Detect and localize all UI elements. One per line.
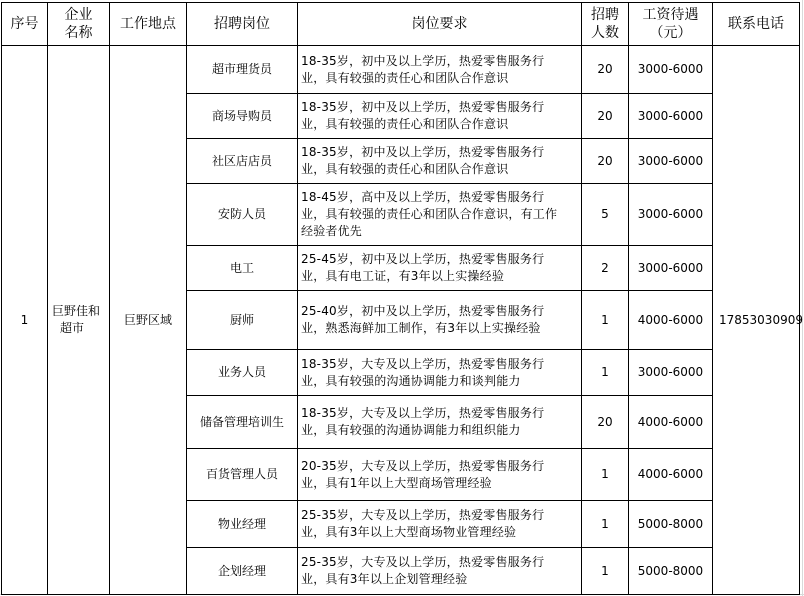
cell-salary[interactable]: 3000-6000 bbox=[629, 184, 713, 246]
cell-salary[interactable]: 3000-6000 bbox=[629, 46, 713, 94]
cell-position[interactable]: 百货管理人员 bbox=[187, 449, 298, 501]
requirement-line: 业，具有较强的沟通协调能力和组织能力 bbox=[301, 423, 521, 437]
company-name-line: 超市 bbox=[60, 321, 85, 335]
requirement-line: 业，具有1年以上大型商场管理经验 bbox=[301, 475, 492, 490]
header-position[interactable]: 招聘岗位 bbox=[187, 3, 298, 46]
requirement-line: 业，具有较强的责任心和团队合作意识，有工作 bbox=[301, 207, 558, 221]
cell-position[interactable]: 电工 bbox=[187, 246, 298, 291]
cell-position[interactable]: 物业经理 bbox=[187, 501, 298, 548]
table-row bbox=[2, 46, 800, 94]
cell-salary[interactable]: 4000-6000 bbox=[629, 291, 713, 350]
cell-requirements[interactable] bbox=[298, 449, 582, 501]
cell-requirements[interactable] bbox=[298, 291, 582, 350]
cell-count[interactable]: 20 bbox=[582, 94, 629, 139]
requirement-line: 25-35岁，大专及以上学历，热爱零售服务行 bbox=[301, 555, 545, 569]
requirement-line: 20-35岁，大专及以上学历，热爱零售服务行 bbox=[301, 458, 545, 473]
cell-seq[interactable]: 1 bbox=[2, 46, 48, 595]
requirement-line: 25-35岁，大专及以上学历，热爱零售服务行 bbox=[301, 508, 545, 522]
header-requirements[interactable]: 岗位要求 bbox=[298, 3, 582, 46]
requirement-line: 经验者优先 bbox=[301, 224, 363, 238]
cell-position[interactable]: 超市理货员 bbox=[187, 46, 298, 94]
cell-count[interactable]: 5 bbox=[582, 184, 629, 246]
requirement-line: 18-45岁，高中及以上学历，热爱零售服务行 bbox=[301, 190, 545, 204]
cell-requirements[interactable] bbox=[298, 548, 582, 595]
cell-position[interactable]: 社区店店员 bbox=[187, 139, 298, 184]
cell-requirements[interactable] bbox=[298, 94, 582, 139]
cell-salary[interactable]: 5000-8000 bbox=[629, 501, 713, 548]
cell-salary[interactable]: 4000-6000 bbox=[629, 396, 713, 449]
cell-position[interactable]: 业务人员 bbox=[187, 350, 298, 396]
requirement-line: 业，具有较强的沟通协调能力和谈判能力 bbox=[301, 373, 521, 388]
cell-requirements[interactable] bbox=[298, 46, 582, 94]
cell-position[interactable]: 厨师 bbox=[187, 291, 298, 350]
cell-salary[interactable]: 5000-8000 bbox=[629, 548, 713, 595]
company-name-line: 巨野佳和 bbox=[52, 304, 101, 318]
requirement-line: 25-45岁，初中及以上学历，热爱零售服务行 bbox=[301, 252, 545, 266]
cell-position[interactable]: 商场导购员 bbox=[187, 94, 298, 139]
cell-count[interactable]: 1 bbox=[582, 501, 629, 548]
requirement-line: 业，具有较强的责任心和团队合作意识 bbox=[301, 162, 509, 176]
cell-requirements[interactable] bbox=[298, 139, 582, 184]
gridline bbox=[802, 0, 803, 596]
cell-requirements[interactable] bbox=[298, 184, 582, 246]
cell-requirements[interactable] bbox=[298, 350, 582, 396]
header-count[interactable]: 招聘 人数 bbox=[582, 3, 629, 46]
cell-count[interactable]: 2 bbox=[582, 246, 629, 291]
cell-salary[interactable]: 3000-6000 bbox=[629, 246, 713, 291]
cell-count[interactable]: 20 bbox=[582, 396, 629, 449]
requirement-line: 业，具有较强的责任心和团队合作意识 bbox=[301, 70, 509, 85]
cell-position[interactable]: 储备管理培训生 bbox=[187, 396, 298, 449]
cell-salary[interactable]: 3000-6000 bbox=[629, 94, 713, 139]
requirement-line: 18-35岁，大专及以上学历，热爱零售服务行 bbox=[301, 356, 545, 371]
cell-company[interactable] bbox=[48, 46, 110, 595]
cell-count[interactable]: 1 bbox=[582, 350, 629, 396]
header-location[interactable]: 工作地点 bbox=[110, 3, 187, 46]
requirement-line: 业，具有电工证，有3年以上实操经验 bbox=[301, 269, 505, 283]
cell-phone[interactable]: 17853030909 bbox=[713, 46, 800, 595]
cell-requirements[interactable] bbox=[298, 246, 582, 291]
cell-requirements[interactable] bbox=[298, 501, 582, 548]
requirement-line: 18-35岁，大专及以上学历，热爱零售服务行 bbox=[301, 406, 545, 420]
cell-requirements[interactable] bbox=[298, 396, 582, 449]
requirement-line: 25-40岁，初中及以上学历，热爱零售服务行 bbox=[301, 304, 545, 318]
cell-count[interactable]: 1 bbox=[582, 291, 629, 350]
requirement-line: 业，具有较强的责任心和团队合作意识 bbox=[301, 117, 509, 131]
header-salary[interactable]: 工资待遇 （元） bbox=[629, 3, 713, 46]
cell-count[interactable]: 20 bbox=[582, 46, 629, 94]
cell-position[interactable]: 安防人员 bbox=[187, 184, 298, 246]
cell-count[interactable]: 1 bbox=[582, 449, 629, 501]
cell-count[interactable]: 1 bbox=[582, 548, 629, 595]
requirement-line: 18-35岁，初中及以上学历，热爱零售服务行 bbox=[301, 145, 545, 159]
cell-location[interactable]: 巨野区域 bbox=[110, 46, 187, 595]
header-phone[interactable]: 联系电话 bbox=[713, 3, 800, 46]
header-row bbox=[2, 3, 800, 46]
cell-position[interactable]: 企划经理 bbox=[187, 548, 298, 595]
requirement-line: 业，具有3年以上企划管理经验 bbox=[301, 572, 468, 586]
cell-salary[interactable]: 3000-6000 bbox=[629, 350, 713, 396]
cell-salary[interactable]: 4000-6000 bbox=[629, 449, 713, 501]
cell-salary[interactable]: 3000-6000 bbox=[629, 139, 713, 184]
header-company[interactable]: 企业 名称 bbox=[48, 3, 110, 46]
requirement-line: 业，熟悉海鲜加工制作，有3年以上实操经验 bbox=[301, 321, 541, 335]
requirement-line: 业，具有3年以上大型商场物业管理经验 bbox=[301, 525, 517, 539]
requirement-line: 18-35岁，初中及以上学历，热爱零售服务行 bbox=[301, 100, 545, 114]
cell-count[interactable]: 20 bbox=[582, 139, 629, 184]
recruitment-table bbox=[1, 2, 803, 595]
requirement-line: 18-35岁，初中及以上学历，热爱零售服务行 bbox=[301, 53, 545, 68]
header-seq[interactable]: 序号 bbox=[2, 3, 48, 46]
